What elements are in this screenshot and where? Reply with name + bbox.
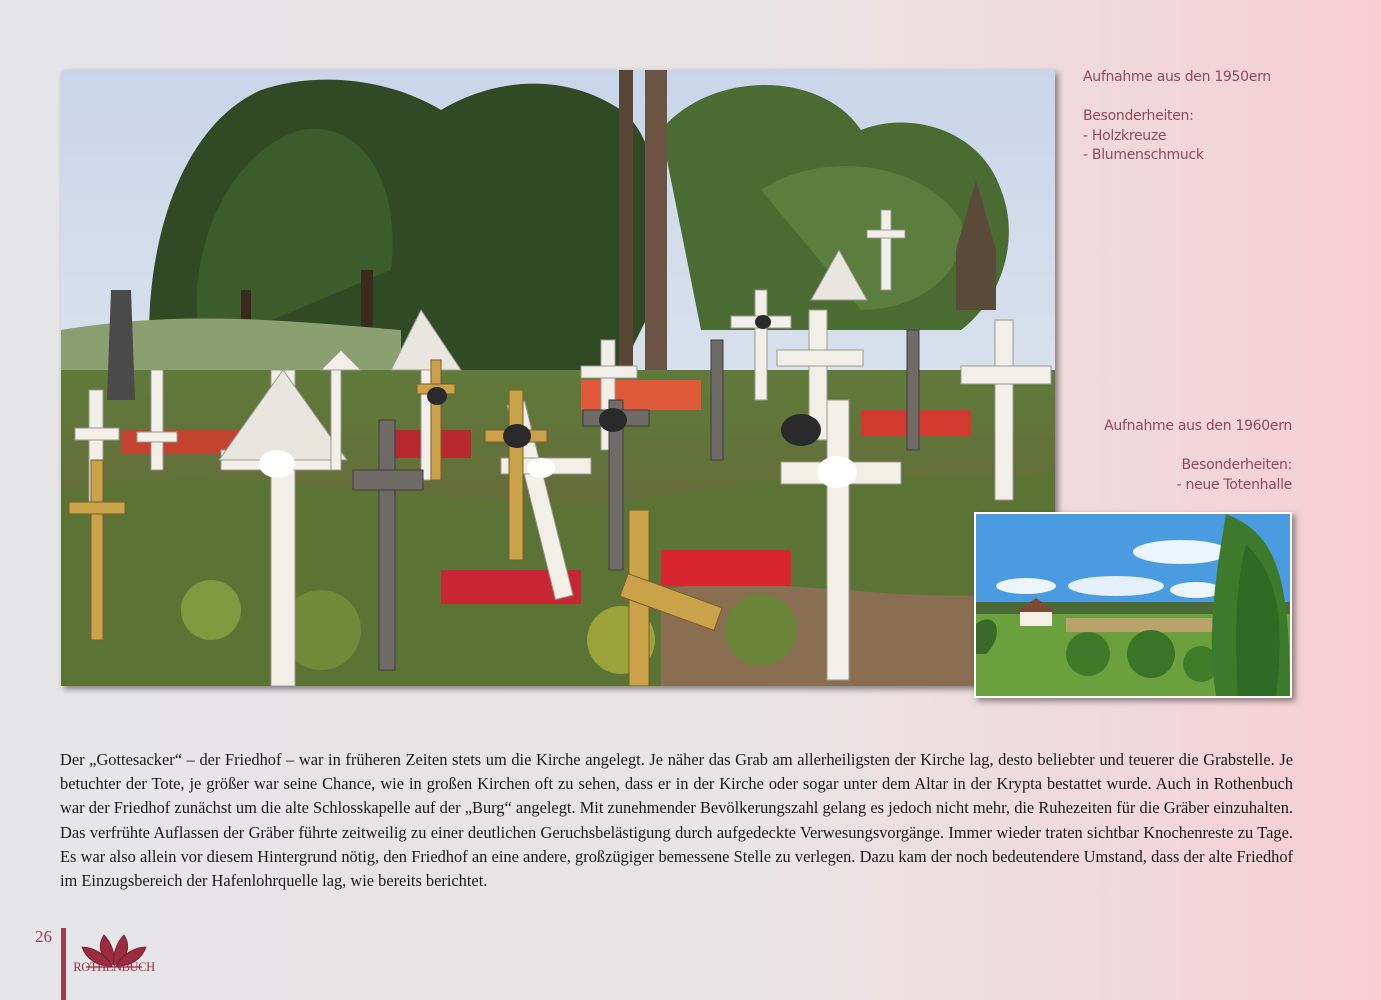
body-text [60, 748, 1293, 893]
caption-photo-1960s [1060, 417, 1292, 495]
photo-mortuary-1960s [974, 512, 1292, 698]
caption-feature-item: - Holzkreuze [1083, 127, 1167, 144]
photo-cemetery-1950s [61, 70, 1055, 686]
page-number: 26 [35, 927, 52, 946]
caption-features-label: Besonderheiten: [1083, 108, 1194, 124]
caption-feature-item: - neue Totenhalle [1176, 476, 1292, 493]
body-paragraph: Der „Gottesacker“ – der Friedhof – war in früheren Zeiten stets um die Kirche angelegt. Je näher das Grab am allerheiligsten der Kirche lag, desto beliebter und teuerer die Grabstelle. Je betuchter der Tote, je größer war seine Chance, wie in großen Kirchen oft zu sehen, dass er in der Kirche oder sogar unter dem Altar in der Krypta bestattet wurde. Auch in Rothenbuch war der Friedhof zunächst um die alte Schlosskapelle auf der „Burg“ angelegt. Mit zunehmender Bevölkerungszahl gelang es jedoch nicht mehr, die Ruhezeiten für die Gräber einzuhalten. Das verfrühte Auflassen der Gräber führte zeitweilig zu einer deutlichen Geruchsbelästigung durch aufgedeckte Verwesungsvorgänge. Immer wieder traten sichtbar Knochenreste zu Tage. Es war also allein vor diesem Hintergrund nötig, den Friedhof an eine andere, großzügiger bemessene Stelle zu verlegen. Dazu kam der noch bedeutendere Umstand, dass der alte Friedhof im Einzugsbereich der Hafenlohrquelle lag, wie bereits berichtet. [60, 750, 1293, 891]
cemetery-image [61, 70, 1055, 686]
caption-title: Aufnahme aus den 1960ern [1104, 418, 1292, 434]
footer-divider [61, 928, 66, 1000]
caption-feature-item: - Blumenschmuck [1083, 147, 1204, 163]
logo-text: ROTHENBUCH [73, 960, 155, 974]
caption-features-label: Besonderheiten: [1181, 457, 1292, 473]
caption-photo-1950s [1083, 68, 1271, 166]
caption-title: Aufnahme aus den 1950ern [1083, 69, 1271, 85]
mortuary-image [976, 514, 1290, 696]
